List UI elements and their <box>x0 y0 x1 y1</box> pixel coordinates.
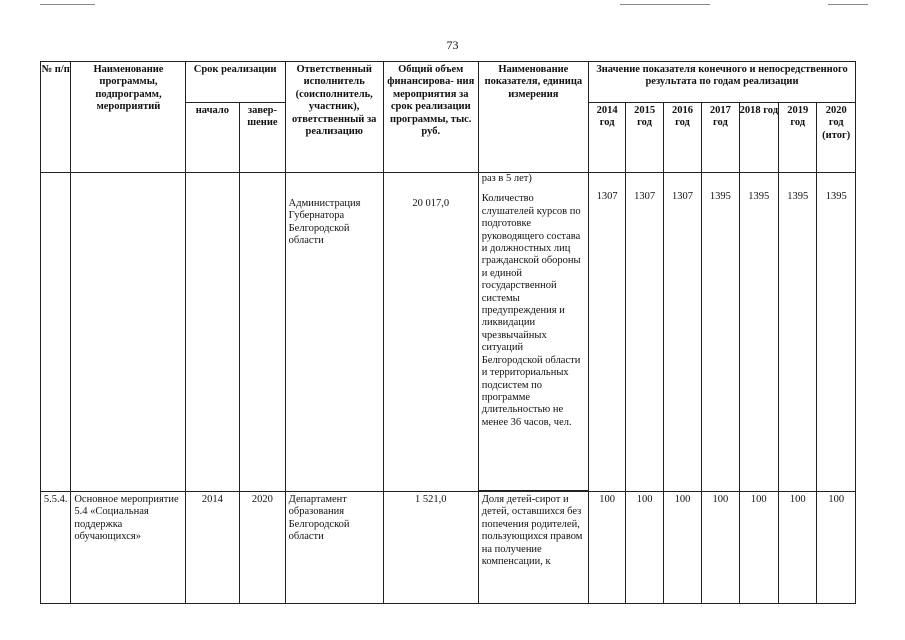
header-year-2015: 2015 год <box>626 103 663 173</box>
page-number: 73 <box>446 38 459 52</box>
value-2019: 1395 <box>779 173 817 492</box>
row-funding: 20 017,0 <box>383 173 478 492</box>
header-year-2014: 2014 год <box>588 103 625 173</box>
header-year-2018: 2018 год <box>739 103 778 173</box>
row-end: 2020 <box>240 492 285 604</box>
value-2016: 100 <box>663 492 701 604</box>
row-executor: Департамент образования Белгородской области <box>285 492 383 604</box>
row-funding: 1 521,0 <box>383 492 478 604</box>
header-term-start: начало <box>185 103 240 173</box>
value-2015: 100 <box>626 492 663 604</box>
header-year-2020: 2020 год (итог) <box>817 103 856 173</box>
header-year-2016: 2016 год <box>663 103 701 173</box>
value-2018: 1395 <box>739 173 778 492</box>
row-name <box>71 173 185 492</box>
header-name: Наименование программы, подпрограмм, мероприятий <box>71 62 185 173</box>
row-num <box>41 173 71 492</box>
row-indicator: Доля детей-сирот и детей, оставшихся без попечения родителей, пользующихся правом на получение компенсации, к <box>478 492 588 604</box>
scan-artifact <box>828 4 868 5</box>
value-2014: 100 <box>588 492 625 604</box>
table-row <box>41 173 856 491</box>
value-2017: 100 <box>702 492 739 604</box>
row-indicator: Количество слушателей курсов по подготовке руководящего состава и должностных лиц гражданской обороны и единой государственной системы предупреждения и ликвидации чрезвычайных ситуаций Белгородской области и территориальных подсистем по программе длительностью не менее 36 часов, чел. <box>481 193 581 428</box>
row-end <box>240 173 285 492</box>
table-row <box>41 492 856 604</box>
value-2020: 100 <box>817 492 856 604</box>
header-term-end: завер- шение <box>240 103 285 173</box>
value-2019: 100 <box>779 492 817 604</box>
row-indicator-continuation: раз в 5 лет) <box>481 173 532 184</box>
header-year-2017: 2017 год <box>702 103 739 173</box>
value-2014: 1307 <box>588 173 625 492</box>
value-2015: 1307 <box>626 173 663 492</box>
header-num: № п/п <box>41 62 71 173</box>
value-2020: 1395 <box>817 173 856 492</box>
header-funding: Общий объем финансирова- ния мероприятия за срок реализации программы, тыс. руб. <box>383 62 478 173</box>
header-year-2019: 2019 год <box>779 103 817 173</box>
row-start: 2014 <box>185 492 240 604</box>
scan-artifact <box>620 4 710 5</box>
row-num: 5.5.4. <box>41 492 71 604</box>
scan-artifact <box>40 4 95 5</box>
row-start <box>185 173 240 492</box>
header-term: Срок реализации <box>185 62 285 103</box>
row-name: Основное мероприятие 5.4 «Социальная поддержка обучающихся» <box>71 492 185 604</box>
value-2016: 1307 <box>663 173 701 492</box>
header-indicator: Наименование показателя, единица измерения <box>478 62 588 173</box>
header-executor: Ответственный исполнитель (соисполнитель, участник), ответственный за реализацию <box>285 62 383 173</box>
indicator-cell <box>478 173 588 491</box>
row-executor: Администрация Губернатора Белгородской области <box>285 173 383 492</box>
value-2018: 100 <box>739 492 778 604</box>
header-values-group: Значение показателя конечного и непосредственного результата по годам реализации <box>588 62 855 103</box>
value-2017: 1395 <box>702 173 739 492</box>
header-row <box>41 62 856 103</box>
program-table <box>40 61 856 604</box>
